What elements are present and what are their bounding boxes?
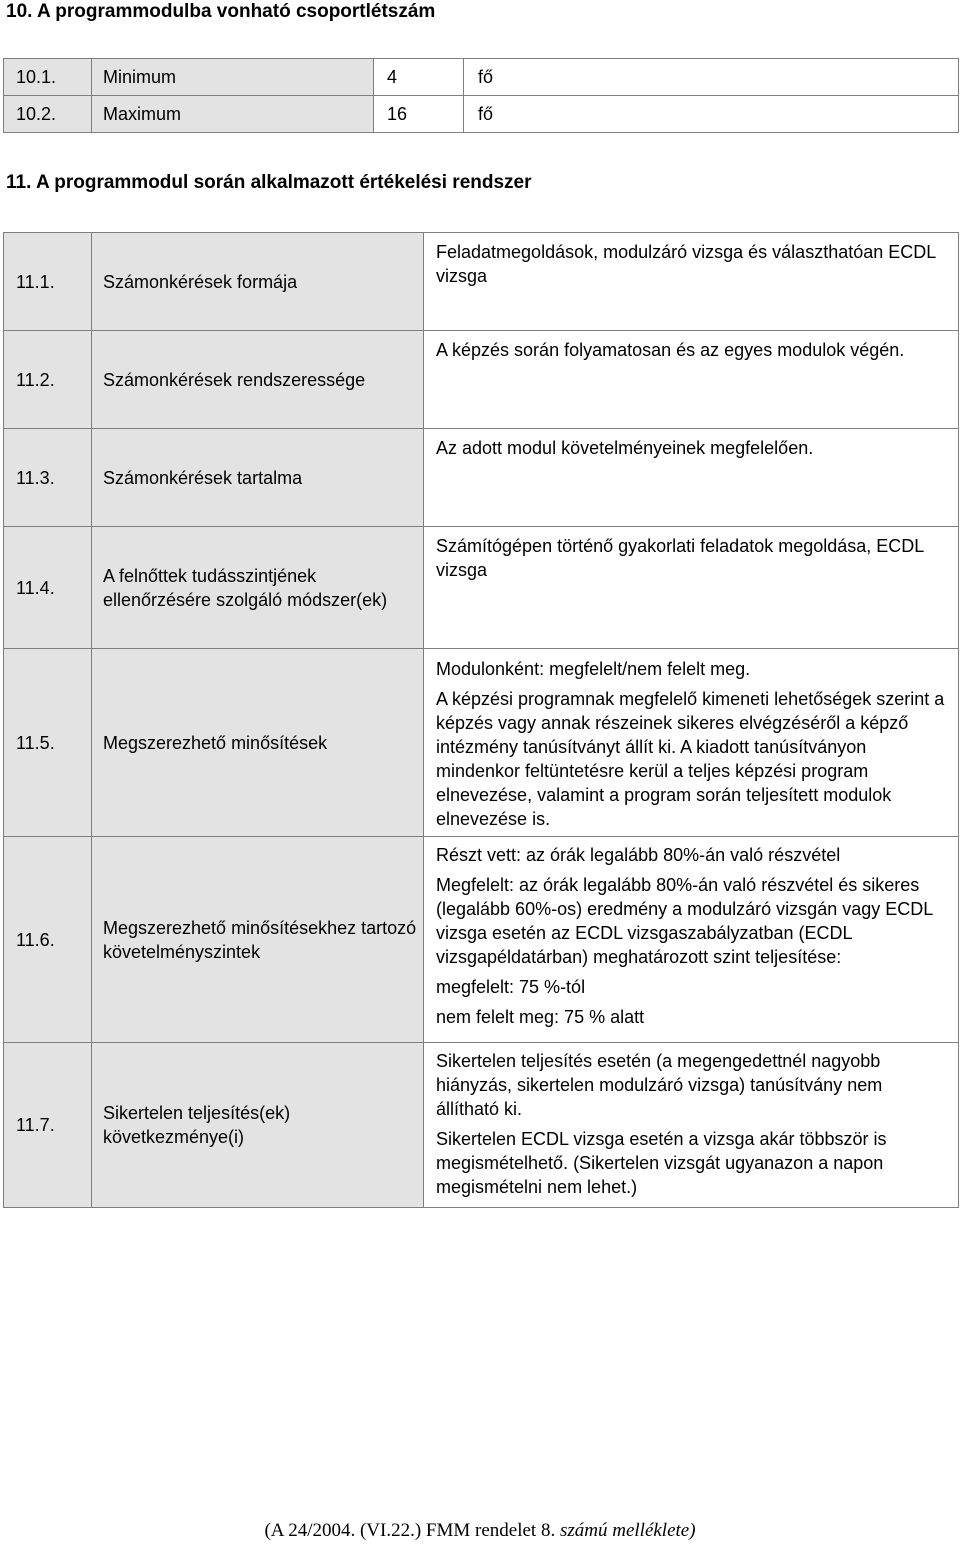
table-row: [4, 59, 959, 96]
section-10-heading: 10. A programmodulba vonható csoportlétszám: [6, 1, 436, 22]
row-value: 4: [374, 59, 464, 96]
description-text: Megfelelt: az órák legalább 80%-án való részvétel és sikeres (legalább 60%-os) eredmény a modulzáró vizsgán vagy ECDL vizsga esetén az ECDL vizsgaszabályzatban (ECDL vizsgapéldatárban) meghatározott szint teljesítése:: [436, 875, 933, 967]
description-text: megfelelt: 75 %-tól: [436, 977, 586, 997]
table-row: [4, 233, 959, 331]
row-description: [424, 837, 959, 1043]
table-row: [4, 429, 959, 527]
row-number: 10.1.: [4, 59, 92, 96]
row-label: Maximum: [92, 96, 374, 133]
row-number: 11.4.: [4, 527, 92, 649]
table-row: [4, 1043, 959, 1208]
description-text: Az adott modul követelményeinek megfelelően.: [436, 438, 814, 458]
footer-italic-text: számú melléklete): [559, 1520, 696, 1541]
row-description: [424, 429, 959, 527]
row-unit: fő: [464, 59, 959, 96]
row-number: 11.2.: [4, 331, 92, 429]
table-row: [4, 331, 959, 429]
row-number: 11.5.: [4, 649, 92, 837]
description-text: nem felelt meg: 75 % alatt: [436, 1007, 645, 1027]
row-number: 11.3.: [4, 429, 92, 527]
row-value: 16: [374, 96, 464, 133]
row-number: 11.6.: [4, 837, 92, 1043]
group-size-table: [3, 58, 959, 133]
row-label: Számonkérések rendszeressége: [92, 331, 424, 429]
description-text: A képzési programnak megfelelő kimeneti lehetőségek szerint a képzés vagy annak részeinek sikeres elvégzéséről a képző intézmény tanúsítványt állít ki. A kiadott tanúsítványon mindenkor feltüntetésre kerül a teljes képzési program elnevezése, valamint a program során teljesített modulok elnevezése is.: [436, 689, 945, 829]
row-number: 11.7.: [4, 1043, 92, 1208]
row-description: [424, 527, 959, 649]
row-label: Minimum: [92, 59, 374, 96]
description-text: A képzés során folyamatosan és az egyes modulok végén.: [436, 340, 905, 360]
section-11-heading: 11. A programmodul során alkalmazott értékelési rendszer: [6, 172, 532, 193]
table-row: [4, 649, 959, 837]
row-unit: fő: [464, 96, 959, 133]
row-label: Számonkérések tartalma: [92, 429, 424, 527]
table-row: [4, 837, 959, 1043]
table-row: [4, 96, 959, 133]
description-text: Modulonként: megfelelt/nem felelt meg.: [436, 659, 751, 679]
page-footer: [0, 1519, 960, 1543]
row-description: [424, 233, 959, 331]
row-number: 10.2.: [4, 96, 92, 133]
row-label: Megszerezhető minősítések: [92, 649, 424, 837]
row-label: A felnőttek tudásszintjének ellenőrzésére szolgáló módszer(ek): [92, 527, 424, 649]
description-text: Sikertelen ECDL vizsga esetén a vizsga akár többször is megismételhető. (Sikertelen vizsgát ugyanazon a napon megismételni nem lehet.): [436, 1129, 887, 1197]
row-description: [424, 649, 959, 837]
row-label: Számonkérések formája: [92, 233, 424, 331]
evaluation-table: [3, 232, 959, 1208]
description-text: Részt vett: az órák legalább 80%-án való részvétel: [436, 845, 841, 865]
description-text: Számítógépen történő gyakorlati feladatok megoldása, ECDL vizsga: [436, 536, 924, 580]
row-number: 11.1.: [4, 233, 92, 331]
footer-text: (A 24/2004. (VI.22.) FMM rendelet 8.: [264, 1520, 560, 1541]
description-text: Sikertelen teljesítés esetén (a megengedettnél nagyobb hiányzás, sikertelen modulzáró vizsga) tanúsítvány nem állítható ki.: [436, 1051, 883, 1119]
row-description: [424, 331, 959, 429]
table-row: [4, 527, 959, 649]
row-description: [424, 1043, 959, 1208]
row-label: Megszerezhető minősítésekhez tartozó követelményszintek: [92, 837, 424, 1043]
description-text: Feladatmegoldások, modulzáró vizsga és választhatóan ECDL vizsga: [436, 242, 936, 286]
row-label: Sikertelen teljesítés(ek) következménye(i): [92, 1043, 424, 1208]
